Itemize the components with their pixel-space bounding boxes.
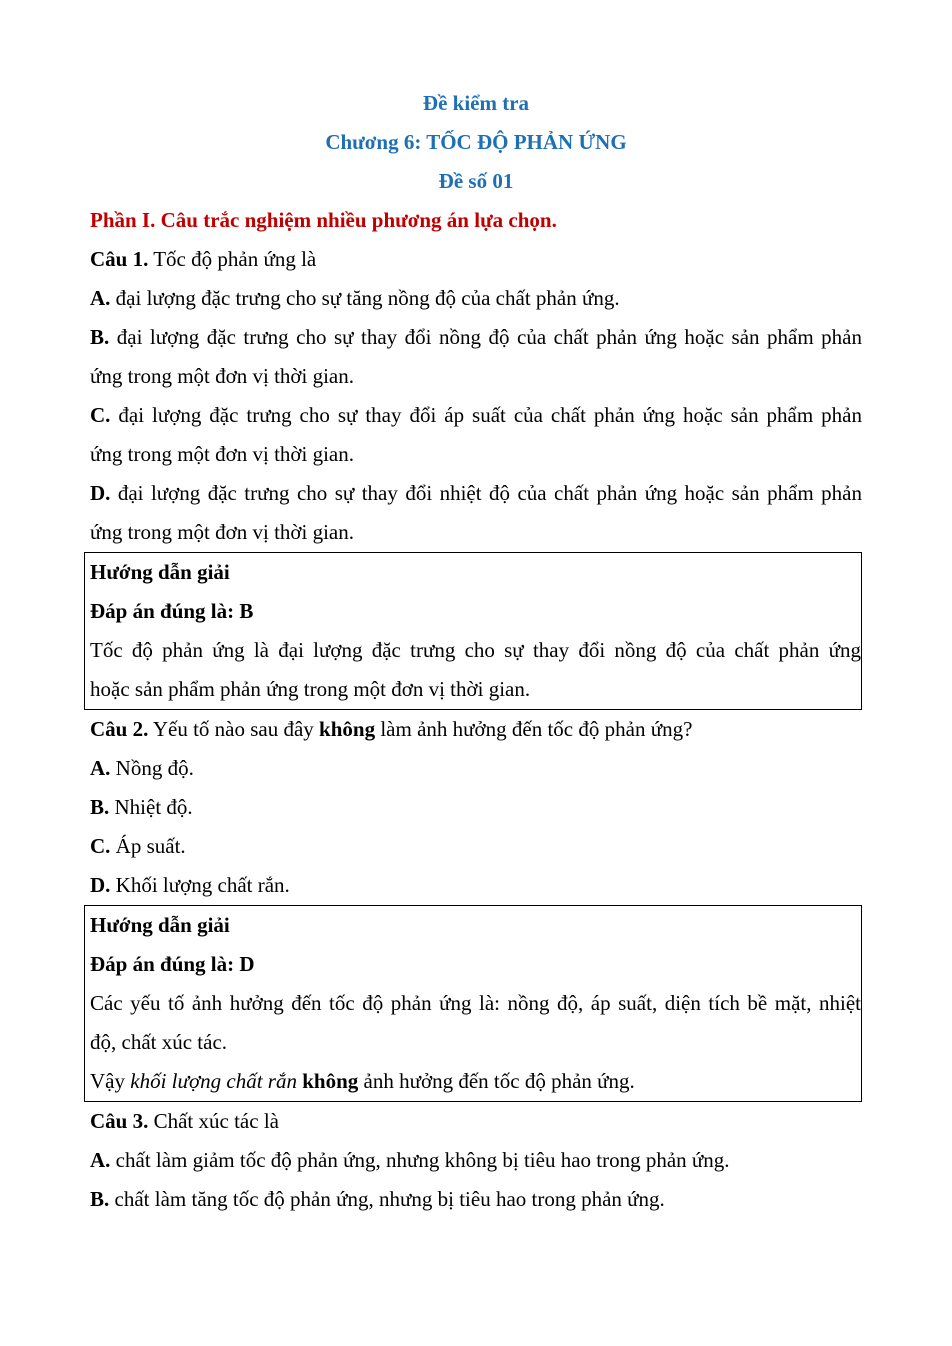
option-text: Khối lượng chất rắn. [110, 873, 290, 897]
option-a [90, 1141, 862, 1180]
question-emphasis: không [319, 717, 376, 741]
chapter-title: Chương 6: TỐC ĐỘ PHẢN ỨNG [325, 130, 627, 154]
document-title: Đề kiểm tra [422, 91, 530, 115]
option-d-continued: ứng trong một đơn vị thời gian. [90, 520, 354, 544]
option-b [90, 788, 862, 827]
option-text: Nhiệt độ. [109, 795, 193, 819]
option-d [90, 866, 862, 905]
option-text: chất làm giảm tốc độ phản ứng, nhưng không bị tiêu hao trong phản ứng. [110, 1148, 730, 1172]
option-b [90, 1180, 862, 1219]
option-label: C. [90, 403, 111, 427]
conclusion-italic: khối lượng chất rắn [130, 1069, 297, 1093]
option-label: A. [90, 286, 111, 310]
option-c-continued: ứng trong một đơn vị thời gian. [90, 442, 354, 466]
option-a [90, 749, 862, 788]
option-b-continued: ứng trong một đơn vị thời gian. [90, 364, 354, 388]
option-a [90, 279, 862, 318]
question-label: Câu 2. [90, 717, 149, 741]
conclusion-end: ảnh hưởng đến tốc độ phản ứng. [358, 1069, 635, 1093]
solution-box-2 [84, 905, 862, 1102]
solution-text-continued: hoặc sản phẩm phản ứng trong một đơn vị thời gian. [90, 677, 531, 701]
solution-conclusion [90, 1062, 861, 1101]
solution-heading: Hướng dẫn giải [90, 560, 230, 584]
solution-text-continued: độ, chất xúc tác. [90, 1030, 228, 1054]
option-label: B. [90, 795, 110, 819]
solution-text: Tốc độ phản ứng là đại lượng đặc trưng cho sự thay đổi nồng độ của chất phản ứng [90, 638, 861, 662]
option-label: C. [90, 834, 111, 858]
solution-text: Các yếu tố ảnh hưởng đến tốc độ phản ứng là: nồng độ, áp suất, diện tích bề mặt, nhiệt [90, 991, 861, 1015]
document-page [90, 84, 862, 1219]
question-text: Tốc độ phản ứng là [148, 247, 317, 271]
question-text: Chất xúc tác là [148, 1109, 279, 1133]
exam-number: Đề số 01 [438, 169, 514, 193]
question-text: Yếu tố nào sau đây [148, 717, 320, 741]
option-text: Nồng độ. [110, 756, 194, 780]
option-label: A. [90, 1148, 111, 1172]
correct-answer: Đáp án đúng là: B [90, 599, 254, 623]
option-text: Áp suất. [110, 834, 186, 858]
option-c [90, 396, 862, 435]
conclusion-start: Vậy [90, 1069, 131, 1093]
option-text: đại lượng đặc trưng cho sự thay đổi nhiệt độ của chất phản ứng hoặc sản phẩm phản [110, 481, 862, 505]
question-text-end: làm ảnh hưởng đến tốc độ phản ứng? [375, 717, 693, 741]
solution-heading: Hướng dẫn giải [90, 913, 230, 937]
option-c [90, 827, 862, 866]
correct-answer: Đáp án đúng là: D [90, 952, 255, 976]
conclusion-bold: không [296, 1069, 359, 1093]
option-label: B. [90, 1187, 110, 1211]
option-text: đại lượng đặc trưng cho sự thay đổi áp suất của chất phản ứng hoặc sản phẩm phản [110, 403, 862, 427]
option-label: D. [90, 873, 111, 897]
option-label: D. [90, 481, 111, 505]
option-text: đại lượng đặc trưng cho sự thay đổi nồng độ của chất phản ứng hoặc sản phẩm phản [109, 325, 862, 349]
question-1 [90, 240, 862, 279]
option-text: đại lượng đặc trưng cho sự tăng nồng độ của chất phản ứng. [110, 286, 620, 310]
option-b [90, 318, 862, 357]
part-heading: Phần I. Câu trắc nghiệm nhiều phương án lựa chọn. [90, 208, 557, 232]
option-text: chất làm tăng tốc độ phản ứng, nhưng bị tiêu hao trong phản ứng. [109, 1187, 665, 1211]
question-3 [90, 1102, 862, 1141]
solution-box-1 [84, 552, 862, 710]
question-label: Câu 1. [90, 247, 149, 271]
option-label: B. [90, 325, 110, 349]
question-label: Câu 3. [90, 1109, 149, 1133]
option-label: A. [90, 756, 111, 780]
question-2 [90, 710, 862, 749]
option-d [90, 474, 862, 513]
